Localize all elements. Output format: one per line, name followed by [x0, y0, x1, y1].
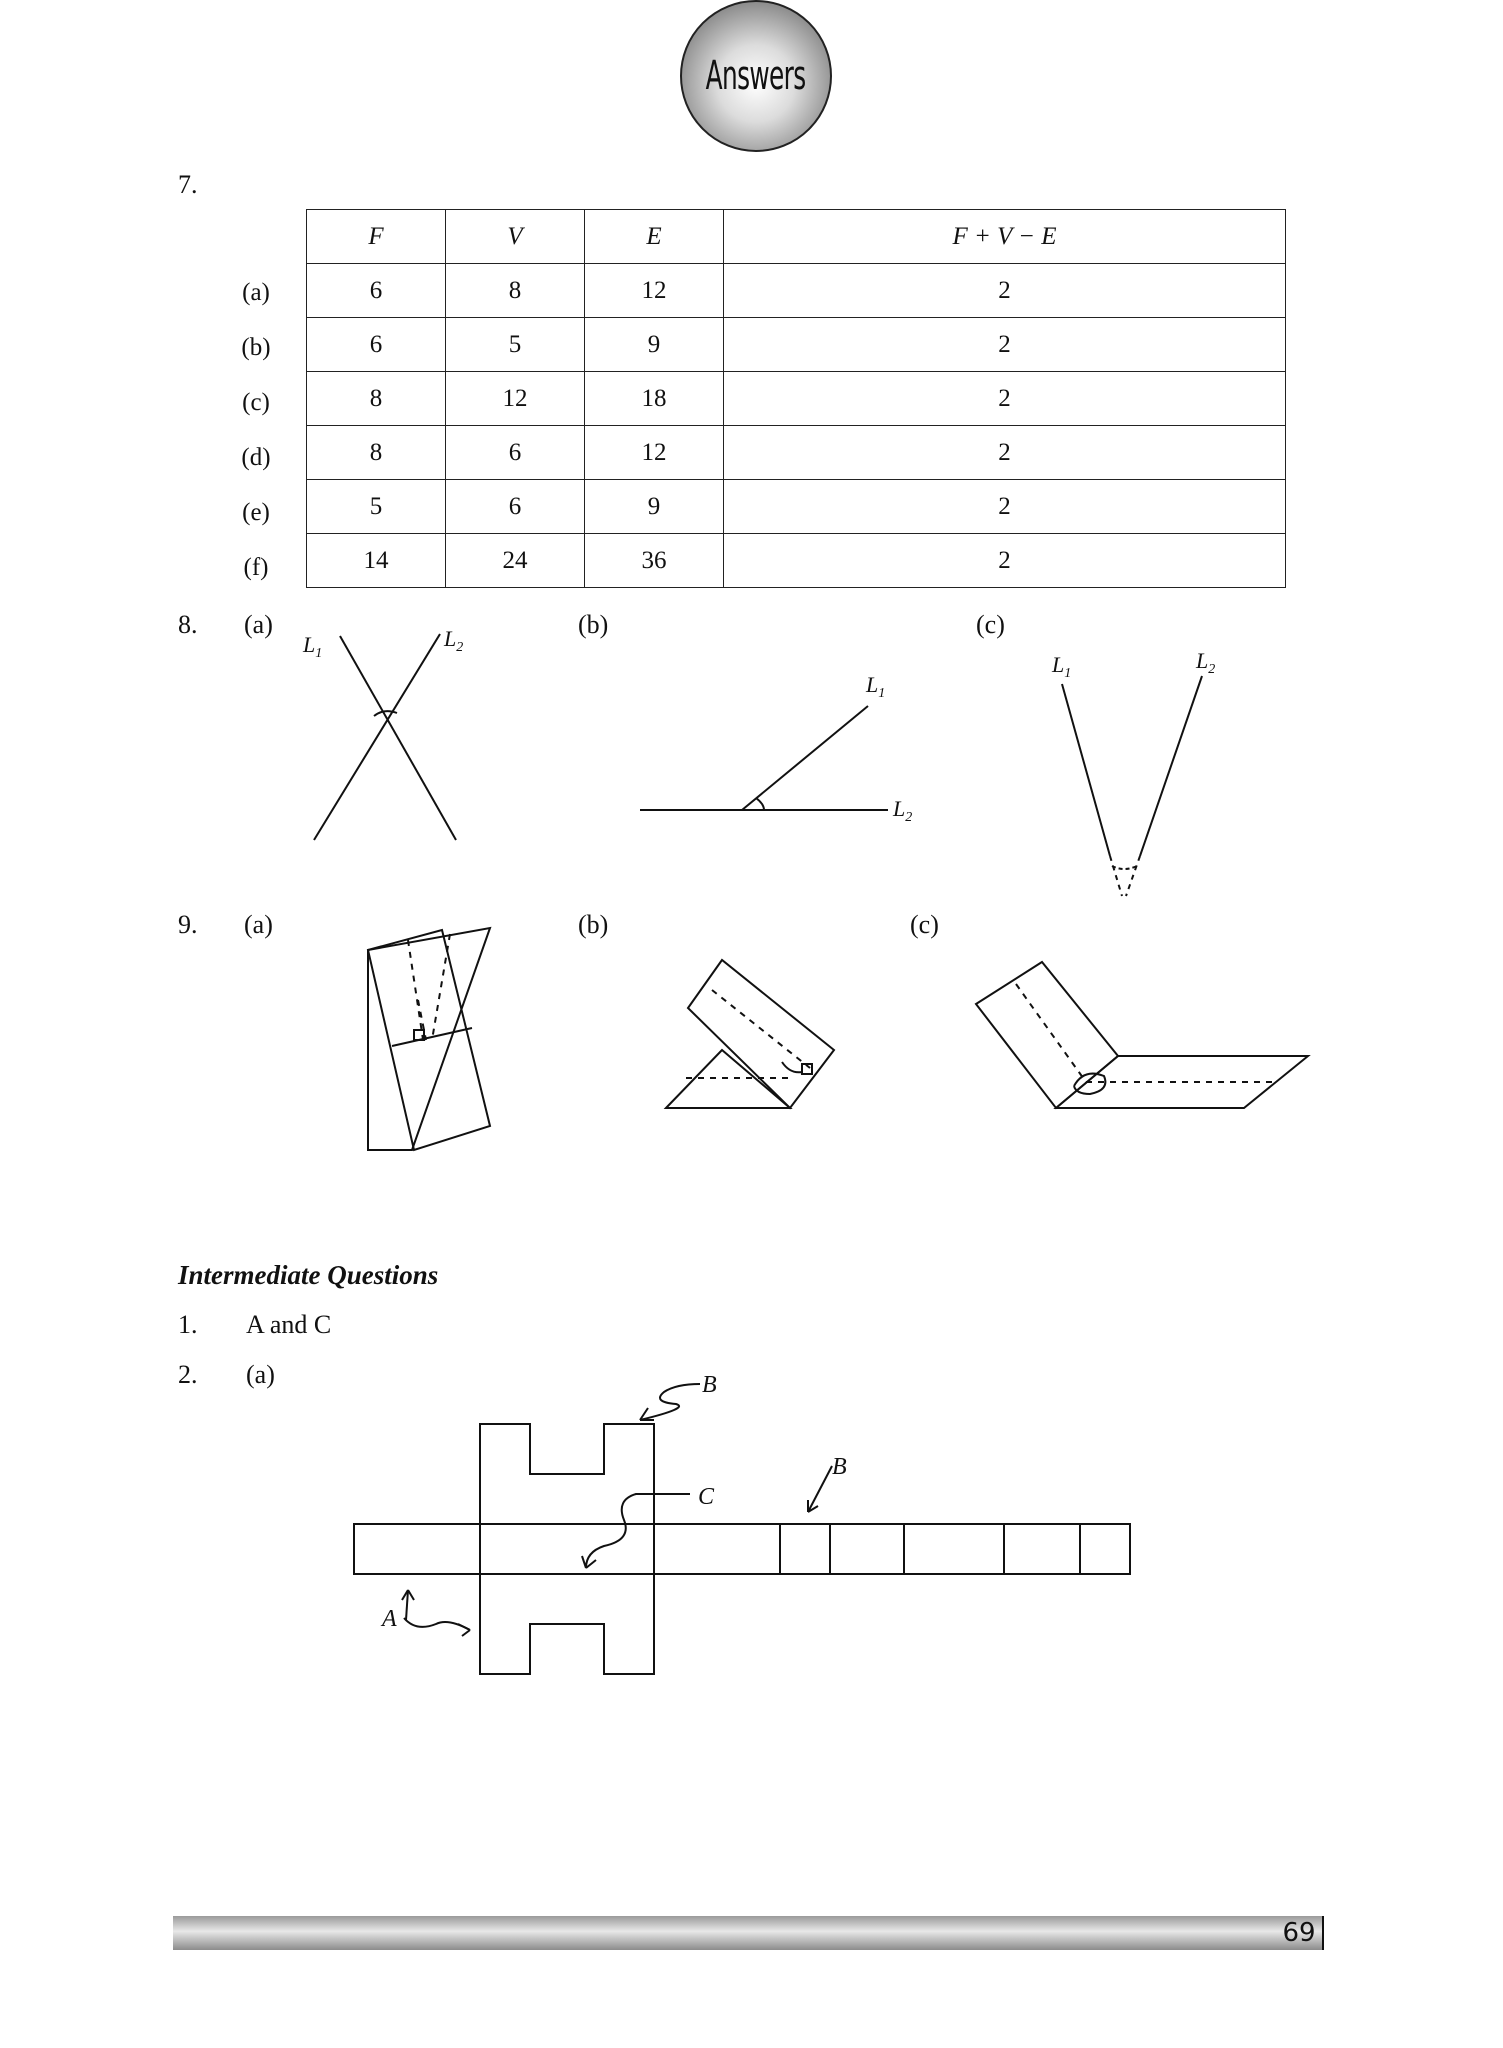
table-cell: 9	[585, 318, 724, 372]
table-cell: 5	[307, 480, 446, 534]
table-cell: 2	[724, 318, 1286, 372]
q8-part-b: (b)	[578, 610, 609, 639]
q9-part-a: (a)	[244, 910, 273, 939]
table-cell: 12	[585, 426, 724, 480]
net-label-b-right: B	[832, 1454, 847, 1480]
intermediate-heading: Intermediate Questions	[178, 1260, 439, 1290]
q8c-label-l1: $L_1$	[1052, 652, 1072, 681]
row-label-c: (c)	[242, 389, 270, 416]
q8a-label-l2: $L_2$	[444, 626, 464, 655]
table-cell: 2	[724, 264, 1286, 318]
table-cell: 2	[724, 426, 1286, 480]
table-cell: 8	[446, 264, 585, 318]
row-label-a: (a)	[242, 279, 270, 306]
page-number: 69	[1276, 1916, 1324, 1950]
table-cell: 2	[724, 372, 1286, 426]
footer-bar	[173, 1916, 1323, 1950]
table-cell: 12	[446, 372, 585, 426]
q8b-label-l1: $L_1$	[866, 672, 886, 701]
table-cell: 24	[446, 534, 585, 588]
table-cell: 6	[307, 264, 446, 318]
row-label-d: (d)	[241, 444, 271, 471]
table-cell: 2	[724, 534, 1286, 588]
iq1-answer: A and C	[246, 1310, 332, 1339]
table-cell: 6	[446, 426, 585, 480]
net-label-b-top: B	[702, 1372, 717, 1398]
iq1-number: 1.	[178, 1310, 198, 1339]
table-cell: 14	[307, 534, 446, 588]
q8-part-c: (c)	[976, 610, 1005, 639]
col-header-f: F	[307, 210, 446, 264]
q7-number: 7.	[178, 170, 198, 199]
col-header-fve: F + V − E	[724, 210, 1286, 264]
net-label-a: A	[382, 1606, 397, 1632]
table-cell: 5	[446, 318, 585, 372]
q9-number: 9.	[178, 910, 198, 939]
net-label-c: C	[698, 1484, 715, 1510]
iq2-number: 2.	[178, 1360, 198, 1389]
table-cell: 9	[585, 480, 724, 534]
row-label-e: (e)	[242, 499, 270, 526]
q8b-label-l2: $L_2$	[893, 796, 913, 825]
q9-part-b: (b)	[578, 910, 609, 939]
q9-part-c: (c)	[910, 910, 939, 939]
q8a-label-l1: $L_1$	[303, 632, 323, 661]
table-cell: 2	[724, 480, 1286, 534]
table-cell: 8	[307, 426, 446, 480]
q8c-label-l2: $L_2$	[1196, 648, 1216, 677]
table-cell: 6	[307, 318, 446, 372]
q8-number: 8.	[178, 610, 198, 639]
row-label-b: (b)	[241, 334, 271, 361]
badge-text: Answers	[706, 53, 806, 99]
iq2-part-a: (a)	[246, 1360, 275, 1389]
col-header-e: E	[585, 210, 724, 264]
table-cell: 36	[585, 534, 724, 588]
row-label-f: (f)	[243, 554, 269, 581]
table-cell: 8	[307, 372, 446, 426]
table-cell: 6	[446, 480, 585, 534]
table-cell: 12	[585, 264, 724, 318]
q8-part-a: (a)	[244, 610, 273, 639]
col-header-v: V	[446, 210, 585, 264]
table-cell: 18	[585, 372, 724, 426]
